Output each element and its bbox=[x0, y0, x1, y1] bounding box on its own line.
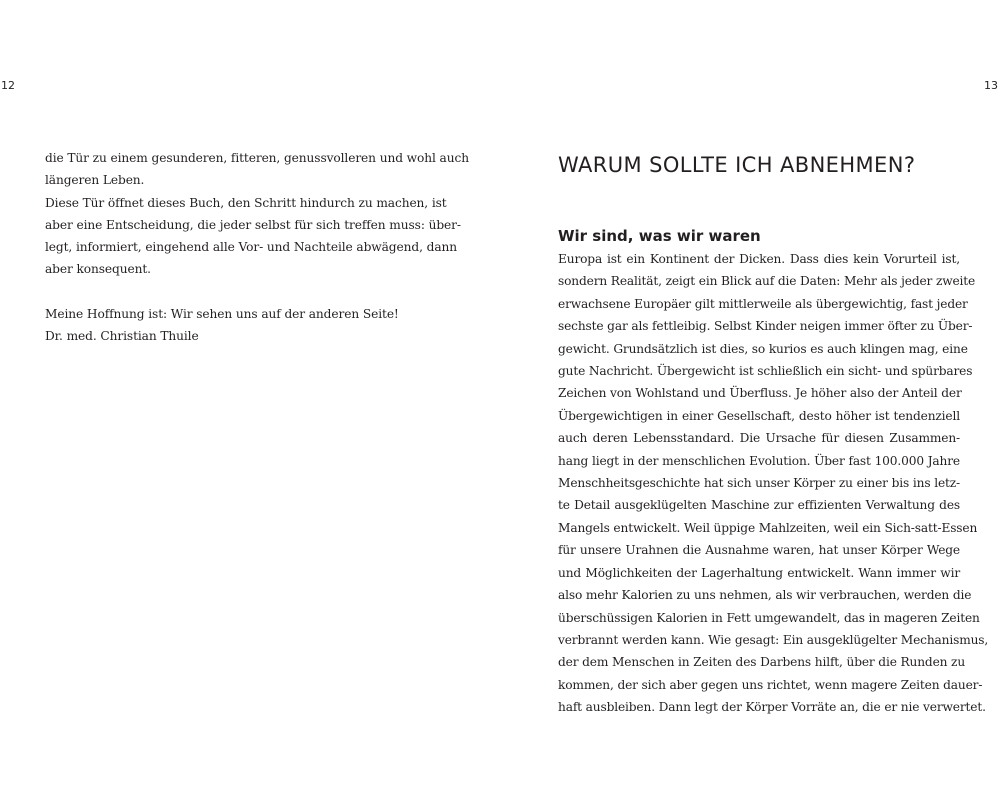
text-line: Menschheitsgeschichte hat sich unser Körper zu einer bis ins letz- bbox=[558, 476, 960, 491]
text-line: Mangels entwickelt. Weil üppige Mahlzeiten, weil ein Sich-satt-Essen bbox=[558, 520, 978, 535]
section-heading: Wir sind, was wir waren bbox=[558, 227, 761, 245]
text-line: längeren Leben. bbox=[45, 173, 145, 188]
text-line: kommen, der sich aber gegen uns richtet, wenn magere Zeiten dauer- bbox=[558, 677, 983, 692]
text-line: aber eine Entscheidung, die jeder selbst für sich treffen muss: über- bbox=[45, 217, 461, 232]
text-line: also mehr Kalorien zu uns nehmen, als wir verbrauchen, werden die bbox=[558, 588, 972, 603]
text-line: aber konsequent. bbox=[45, 262, 151, 277]
text-line: gewicht. Grundsätzlich ist dies, so kurios es auch klingen mag, eine bbox=[558, 341, 968, 356]
chapter-title: WARUM SOLLTE ICH ABNEHMEN? bbox=[558, 153, 916, 177]
text-line: sondern Realität, zeigt ein Blick auf die Daten: Mehr als jeder zweite bbox=[558, 274, 976, 289]
intro-paragraph bbox=[45, 147, 469, 281]
text-line: sechste gar als fettleibig. Selbst Kinder neigen immer öfter zu Über- bbox=[558, 319, 973, 334]
author-signature: Dr. med. Christian Thuile bbox=[45, 329, 199, 344]
paragraph-spacer bbox=[45, 281, 445, 303]
page-number-left: 12 bbox=[1, 79, 15, 92]
text-line: auch deren Lebensstandard. Die Ursache für diesen Zusammen- bbox=[558, 431, 960, 446]
text-line: überschüssigen Kalorien in Fett umgewandelt, das in mageren Zeiten bbox=[558, 610, 980, 625]
body-text bbox=[558, 248, 989, 719]
text-line: legt, informiert, eingehend alle Vor- und Nachteile abwägend, dann bbox=[45, 240, 457, 255]
text-line: hang liegt in der menschlichen Evolution. Über fast 100.000 Jahre bbox=[558, 453, 960, 468]
text-line: Übergewichtigen in einer Gesellschaft, desto höher ist tendenziell bbox=[558, 408, 960, 423]
text-line: verbrannt werden kann. Wie gesagt: Ein ausgeklügelter Mechanismus, bbox=[558, 632, 989, 647]
page-number-right: 13 bbox=[984, 79, 998, 92]
right-page bbox=[558, 149, 989, 715]
text-line: für unsere Urahnen die Ausnahme waren, hat unser Körper Wege bbox=[558, 543, 960, 558]
text-line: Zeichen von Wohlstand und Überfluss. Je höher also der Anteil der bbox=[558, 386, 962, 401]
text-line: erwachsene Europäer gilt mittlerweile als übergewichtig, fast jeder bbox=[558, 296, 968, 311]
text-line: und Möglichkeiten der Lagerhaltung entwickelt. Wann immer wir bbox=[558, 565, 960, 580]
closing-line: Meine Hoffnung ist: Wir sehen uns auf der anderen Seite! bbox=[45, 307, 399, 322]
left-page bbox=[45, 147, 469, 348]
text-line: te Detail ausgeklügelten Maschine zur effizienten Verwaltung des bbox=[558, 498, 960, 513]
text-line: Diese Tür öffnet dieses Buch, den Schritt hindurch zu machen, ist bbox=[45, 195, 447, 210]
text-line: die Tür zu einem gesunderen, fitteren, genussvolleren und wohl auch bbox=[45, 151, 469, 165]
text-line: gute Nachricht. Übergewicht ist schließlich ein sicht- und spürbares bbox=[558, 364, 973, 379]
closing-paragraph bbox=[45, 303, 445, 348]
text-line: haft ausbleiben. Dann legt der Körper Vorräte an, die er nie verwertet. bbox=[558, 700, 986, 715]
text-line: Europa ist ein Kontinent der Dicken. Dass dies kein Vorurteil ist, bbox=[558, 252, 960, 266]
text-line: der dem Menschen in Zeiten des Darbens hilft, über die Runden zu bbox=[558, 655, 966, 670]
